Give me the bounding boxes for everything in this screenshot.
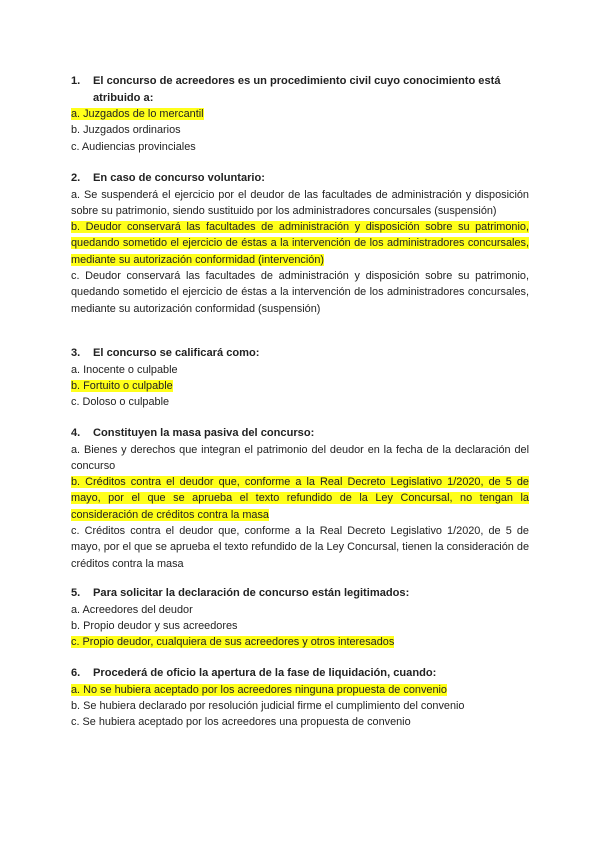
- option-b: b. Juzgados ordinarios: [71, 124, 181, 137]
- question-title: 1. El concurso de acreedores es un procedimiento civil cuyo conocimiento está atribuido a:: [71, 75, 501, 104]
- option-b: b. Fortuito o culpable: [71, 379, 173, 392]
- option-b: b. Se hubiera declarado por resolución judicial firme el cumplimiento del convenio: [71, 699, 465, 712]
- option-c: c. Doloso o culpable: [71, 396, 170, 409]
- question-number: 6.: [71, 667, 81, 679]
- question-title: 4. Constituyen la masa pasiva del concurso:: [71, 425, 529, 442]
- question-title: 2. En caso de concurso voluntario:: [71, 170, 529, 187]
- option-c: c. Créditos contra el deudor que, conforme a la Real Decreto Legislativo 1/2020, de 5 de mayo, por el que se aprueba el texto refundido de la Ley Concursal, tienen la consideración de créditos contra la masa: [71, 524, 529, 570]
- option-a: a. Acreedores del deudor: [71, 603, 193, 616]
- option-b: b. Propio deudor y sus acreedores: [71, 619, 238, 632]
- option-b: b. Deudor conservará las facultades de administración y disposición sobre su patrimonio, quedando sometido el ejercicio de éstas a la intervención de los administradores concursales, mediante su autorización conformidad (intervención): [71, 221, 529, 266]
- option-c: c. Deudor conservará las facultades de administración y disposición sobre su patrimonio, quedando sometido el ejercicio de éstas a la intervención de los administradores concursales, mediante su autorización conformidad (suspensión): [71, 269, 529, 315]
- question-title: 5. Para solicitar la declaración de concurso están legitimados:: [71, 585, 529, 602]
- question-2: [71, 170, 529, 317]
- option-a: a. Inocente o culpable: [71, 363, 178, 376]
- option-c: c. Audiencias provinciales: [71, 140, 196, 153]
- question-title: 6. Procederá de oficio la apertura de la fase de liquidación, cuando:: [71, 665, 529, 682]
- question-1: [71, 73, 529, 155]
- question-number: 2.: [71, 172, 81, 184]
- option-a: a. Se suspenderá el ejercicio por el deudor de las facultades de administración y disposición sobre su patrimonio, siendo sustituido por los administradores concursales (suspensión): [71, 188, 529, 217]
- option-a: a. No se hubiera aceptado por los acreedores ninguna propuesta de convenio: [71, 683, 447, 696]
- question-number: 5.: [71, 587, 81, 599]
- question-3: [71, 345, 529, 410]
- question-number: 3.: [71, 347, 81, 359]
- option-a: a. Juzgados de lo mercantil: [71, 108, 204, 120]
- question-number: 1.: [71, 75, 81, 87]
- question-6: [71, 665, 529, 730]
- question-4: [71, 425, 529, 572]
- option-c: c. Se hubiera aceptado por los acreedores una propuesta de convenio: [71, 716, 411, 729]
- question-number: 4.: [71, 427, 81, 439]
- option-b: b. Créditos contra el deudor que, conforme a la Real Decreto Legislativo 1/2020, de 5 de mayo, por el que se aprueba el texto refundido de la Ley Concursal, no tengan la consideración de créditos contra la masa: [71, 476, 529, 521]
- option-a: a. Bienes y derechos que integran el patrimonio del deudor en la fecha de la declaración del concurso: [71, 443, 529, 472]
- question-5: [71, 585, 529, 650]
- option-c: c. Propio deudor, cualquiera de sus acreedores y otros interesados: [71, 636, 395, 649]
- question-title: 3. El concurso se calificará como:: [71, 345, 529, 362]
